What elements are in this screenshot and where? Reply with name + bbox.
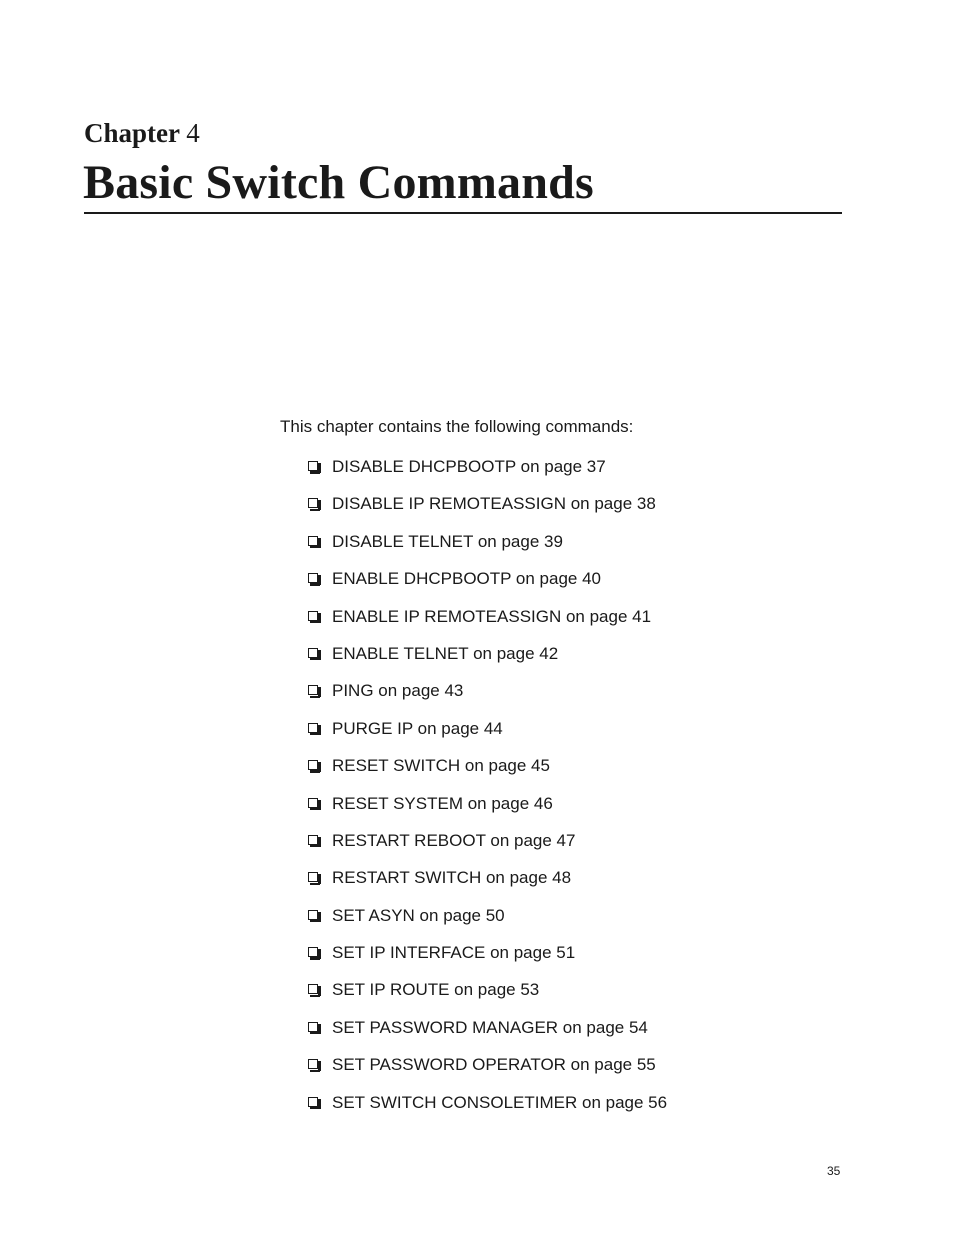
list-item — [308, 941, 667, 978]
command-link[interactable]: RESET SWITCH on page 45 — [332, 756, 550, 776]
command-link[interactable]: RESTART SWITCH on page 48 — [332, 868, 572, 888]
checkbox-icon — [308, 1022, 318, 1032]
list-item — [308, 904, 667, 941]
list-item — [308, 1053, 667, 1090]
checkbox-icon — [308, 910, 318, 920]
list-item — [308, 492, 667, 529]
list-item — [308, 567, 667, 604]
list-item — [308, 866, 667, 903]
checkbox-icon — [308, 723, 318, 733]
list-item — [308, 530, 667, 567]
page-number: 35 — [827, 1164, 841, 1178]
command-link[interactable]: SET ASYN on page 50 — [332, 905, 505, 925]
checkbox-icon — [308, 798, 318, 808]
command-link[interactable]: SET PASSWORD OPERATOR on page 55 — [332, 1055, 656, 1075]
list-item — [308, 679, 667, 716]
checkbox-icon — [308, 685, 318, 695]
list-item — [308, 717, 667, 754]
checkbox-icon — [308, 835, 318, 845]
list-item — [308, 605, 667, 642]
checkbox-icon — [308, 947, 318, 957]
command-link[interactable]: ENABLE DHCPBOOTP on page 40 — [332, 569, 601, 589]
list-item — [308, 1016, 667, 1053]
command-link[interactable]: RESET SYSTEM on page 46 — [332, 793, 553, 813]
checkbox-icon — [308, 760, 318, 770]
list-item — [308, 1091, 667, 1128]
command-link[interactable]: SET PASSWORD MANAGER on page 54 — [332, 1017, 648, 1037]
chapter-word: Chapter — [84, 118, 180, 148]
checkbox-icon — [308, 611, 318, 621]
chapter-number: 4 — [186, 118, 200, 148]
checkbox-icon — [308, 498, 318, 508]
checkbox-icon — [308, 536, 318, 546]
checkbox-icon — [308, 984, 318, 994]
list-item — [308, 829, 667, 866]
command-link[interactable]: SET IP INTERFACE on page 51 — [332, 943, 576, 963]
checkbox-icon — [308, 872, 318, 882]
chapter-title: Basic Switch Commands — [83, 156, 594, 209]
list-item — [308, 754, 667, 791]
chapter-label — [84, 116, 200, 150]
checkbox-icon — [308, 648, 318, 658]
command-link[interactable]: RESTART REBOOT on page 47 — [332, 830, 576, 850]
command-link[interactable]: PURGE IP on page 44 — [332, 718, 503, 738]
list-item — [308, 978, 667, 1015]
command-link[interactable]: DISABLE TELNET on page 39 — [332, 531, 563, 551]
checkbox-icon — [308, 573, 318, 583]
checkbox-icon — [308, 1097, 318, 1107]
command-link[interactable]: DISABLE DHCPBOOTP on page 37 — [332, 457, 606, 476]
command-link[interactable]: ENABLE IP REMOTEASSIGN on page 41 — [332, 606, 652, 626]
list-item — [308, 455, 667, 492]
intro-text: This chapter contains the following commands: — [280, 417, 634, 436]
command-list — [308, 455, 667, 1128]
checkbox-icon — [308, 461, 318, 471]
title-divider — [84, 212, 842, 214]
command-link[interactable]: ENABLE TELNET on page 42 — [332, 643, 559, 663]
checkbox-icon — [308, 1059, 318, 1069]
command-link[interactable]: PING on page 43 — [332, 681, 464, 701]
command-link[interactable]: SET SWITCH CONSOLETIMER on page 56 — [332, 1092, 668, 1112]
list-item — [308, 792, 667, 829]
command-link[interactable]: DISABLE IP REMOTEASSIGN on page 38 — [332, 494, 656, 514]
list-item — [308, 642, 667, 679]
command-link[interactable]: SET IP ROUTE on page 53 — [332, 980, 540, 1000]
